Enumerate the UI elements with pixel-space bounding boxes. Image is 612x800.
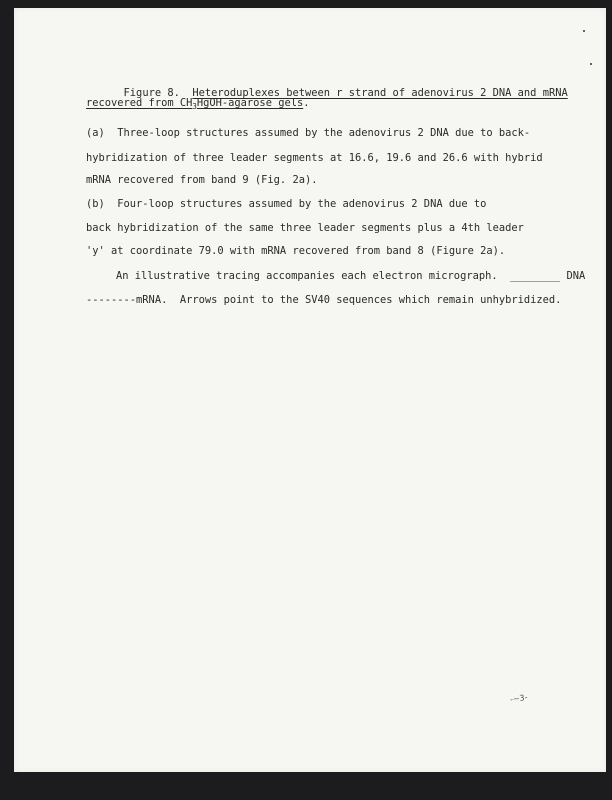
part-a-line1: (a) Three-loop structures assumed by the adenovirus 2 DNA due to back-: [86, 127, 531, 139]
title-line2-end: .: [303, 97, 310, 109]
title-line2-post: HgOH-agarose gels: [196, 97, 304, 109]
dna-line-symbol: ________: [510, 270, 561, 282]
legend-line2: --------mRNA. Arrows point to the SV40 sequences which remain unhybridized.: [86, 294, 562, 306]
figure-title-line2: [86, 97, 303, 109]
legend-text: An illustrative tracing accompanies each electron micrograph.: [116, 270, 498, 282]
figure-label: Figure 8.: [123, 87, 180, 99]
paper-speck: [590, 63, 592, 65]
part-b-line2: back hybridization of the same three leader segments plus a 4th leader: [86, 222, 524, 234]
part-a-line2: hybridization of three leader segments at 16.6, 19.6 and 26.6 with hybrid: [86, 152, 543, 164]
legend-line1: [116, 269, 585, 283]
paper-sheet: [14, 8, 606, 772]
handwritten-mark: -~3-: [509, 692, 529, 705]
figure-title-line1: Heteroduplexes between r strand of adenovirus 2 DNA and mRNA: [192, 87, 568, 99]
figure-caption-line2: [86, 96, 310, 111]
part-a-line3: mRNA recovered from band 9 (Fig. 2a).: [86, 174, 318, 186]
dna-label: DNA: [566, 270, 586, 282]
title-line2-pre: recovered from CH: [86, 97, 193, 109]
title-subscript: 3: [192, 102, 197, 111]
part-b-line3: 'y' at coordinate 79.0 with mRNA recovered from band 8 (Figure 2a).: [86, 245, 506, 257]
part-b-line1: (b) Four-loop structures assumed by the adenovirus 2 DNA due to: [86, 198, 487, 210]
paper-speck: [583, 30, 585, 32]
